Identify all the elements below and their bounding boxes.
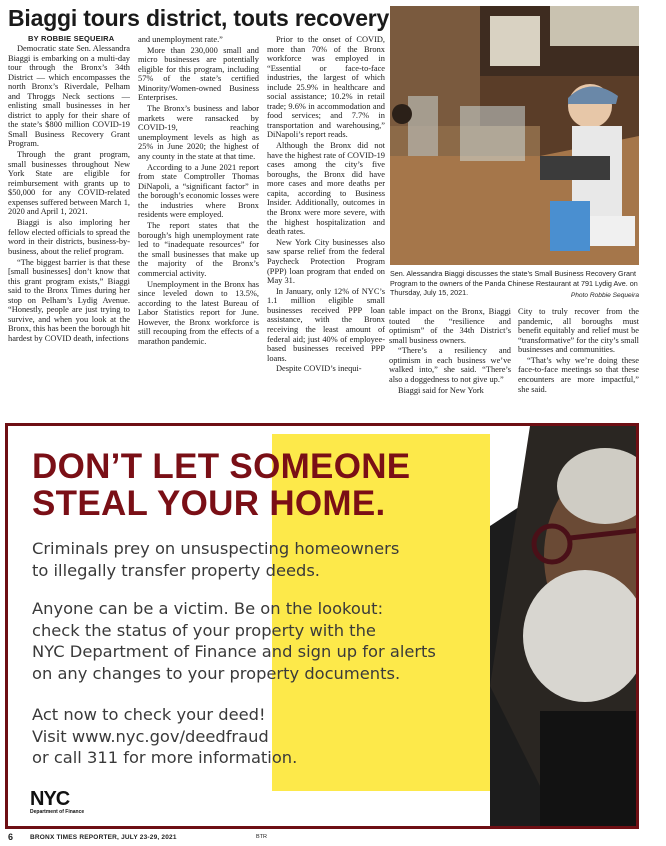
paragraph: The Bronx’s business and labor markets were ransacked by COVID-19, reaching unemployment levels as high as 25% in June 2020; the highest of any county in the state at that time. [138, 104, 259, 161]
paragraph: In January, only 12% of NYC’s 1.1 million eligible small businesses received PPP loan assistance, with the Bronx receiving the least amount of federal aid; just 40% of employee-based businesses received PPP loans. [267, 286, 385, 363]
ad-text-line: NYC Department of Finance and sign up for alerts [32, 642, 436, 662]
publication-line: BRONX TIMES REPORTER, JULY 23-29, 2021 [30, 834, 177, 841]
ad-text-line: Anyone can be a victim. Be on the lookout: [32, 599, 384, 618]
section-code: BTR [256, 834, 267, 840]
paragraph: “That’s why we’re doing these face-to-face meetings so that these encounters are more impactful,” she said. [518, 355, 639, 394]
advertisement [5, 423, 639, 829]
ad-text-line: Visit www.nyc.gov/deedfraud [32, 726, 269, 746]
paragraph: Although the Bronx did not have the highest rate of COVID-19 cases among the city’s five boroughs, the Bronx did have more cases and more deaths per capita, according to Business Insider. Additionally, outcomes in the Bronx were more severe, with the highest hospitalization and death rates. [267, 141, 385, 237]
paragraph: table impact on the Bronx, Biaggi touted the “resilience and optimism” of the 34th District’s small business owners. [389, 307, 511, 345]
photo-credit: Photo Robbie Sequeira [570, 292, 639, 299]
man-with-glasses-image [490, 426, 639, 826]
ad-paragraph [32, 704, 502, 769]
paragraph: Biaggi is also imploring her fellow elected officials to spread the word in their districts, business-by-business, about the relief program. [8, 218, 130, 256]
page-number: 6 [8, 832, 14, 842]
paragraph: Biaggi said for New York [398, 385, 484, 395]
paragraph: Through the grant program, small businesses throughout New York State are eligible for reimbursement with grants up to $50,000 for any COVID-related expenses suffered between March 1, 2020 and April 1, 2021. [8, 150, 130, 217]
nyc-finance-logo [30, 790, 84, 815]
paragraph: and unemployment rate.” [138, 35, 223, 44]
ad-headline-line: STEAL YOUR HOME. [32, 484, 386, 523]
article-column-5 [518, 307, 639, 417]
ad-headline-line: DON’T LET SOMEONE [32, 447, 411, 486]
ad-text-line: to illegally transfer property deeds. [32, 560, 320, 580]
paragraph: Despite COVID’s inequi- [276, 364, 362, 374]
article-column-4 [389, 307, 511, 417]
ad-text-line: or call 311 for more information. [32, 748, 298, 768]
article-byline: BY ROBBIE SEQUEIRA [28, 34, 115, 43]
paragraph: Unemployment in the Bronx has since leveled down to 13.5%, according to the latest Bureau of Labor Statistics report for June. However, the Bronx workforce is still recouping from the effects of a marathon pandemic. [138, 279, 259, 346]
article-photo [390, 6, 639, 265]
paragraph: According to a June 2021 report from state Comptroller Thomas DiNapoli, a “significant factor” in the borough’s economic losses were the industries where Bronx residents were employed. [138, 162, 259, 220]
paragraph: More than 230,000 small and micro businesses are potentially eligible for this program, including 57% of the state’s certified Minority/Women-owned Business Enterprises. [138, 45, 259, 103]
paragraph: Democratic state Sen. Alessandra Biaggi is embarking on a multi-day tour through the Bronx’s 34th District — which encompasses the north Bronx’s Riverdale, Pelham and Throggs Neck sections — enlisting small businesses in her district to apply for their share of the state’s $800 million COVID-19 Small Business Recovery Grant Program. [8, 44, 130, 149]
nyc-logo-text: NYC [30, 788, 70, 810]
ad-text-line: Act now to check your deed! [32, 705, 266, 724]
logo-subtext: Department of Finance [30, 809, 85, 815]
article-column-1 [8, 44, 130, 414]
paragraph: New York City businesses also saw sparse relief from the federal Paycheck Protection Program (PPP) loan program that ended on May 31. [267, 237, 385, 286]
paragraph: City to truly recover from the pandemic, all boroughs must benefit equitably and relief must be “transformative” for the city’s small businesses and communities. [518, 307, 639, 355]
article-headline: Biaggi tours district, touts recovery [8, 5, 390, 31]
paragraph: “There’s a resiliency and optimism in each business we’ve walked into,” she said. “There’s also a doggedness to not give up.” [389, 346, 511, 385]
article-column-2 [138, 35, 259, 415]
ad-text-line: on any changes to your property documents. [32, 663, 401, 683]
paragraph: The report states that the borough’s high unemployment rate led to “inadequate resources” for the small businesses that make up the majority of the Bronx’s commercial activity. [138, 221, 259, 278]
ad-headline [32, 448, 502, 522]
photo-caption: Sen. Alessandra Biaggi discusses the state’s Small Business Recovery Grant Program to the owners of the Panda Chinese Restaurant at 791 Lydig Ave. on Thursday, July 15, 2021. [390, 269, 638, 298]
ad-paragraph [32, 598, 502, 684]
ad-text-line: check the status of your property with the [32, 620, 376, 640]
restaurant-scene-image [390, 6, 639, 265]
paragraph: Prior to the onset of COVID, more than 70% of the Bronx workforce was employed in “Essential or face-to-face industries, the largest of which include 25.9% in healthcare and social assistance; 10.2% in retail trade; 9.6% in accommodation and food services; and 7.7% in transportation and warehousing,” DiNapoli’s report reads. [267, 35, 385, 140]
paragraph: “The biggest barrier is that these [small businesses] don’t know that this grant program exists,” Biaggi said to the Bronx Times during her stop on Pelham’s Lydig Avenue. “Honestly, people are just trying to survive, and when you look at the Bronx, this has been the borough hit hardest by COVID death, infections [8, 257, 130, 343]
ad-text-line: Criminals prey on unsuspecting homeowners [32, 539, 400, 558]
ad-paragraph [32, 538, 502, 581]
article-column-3 [267, 35, 385, 415]
